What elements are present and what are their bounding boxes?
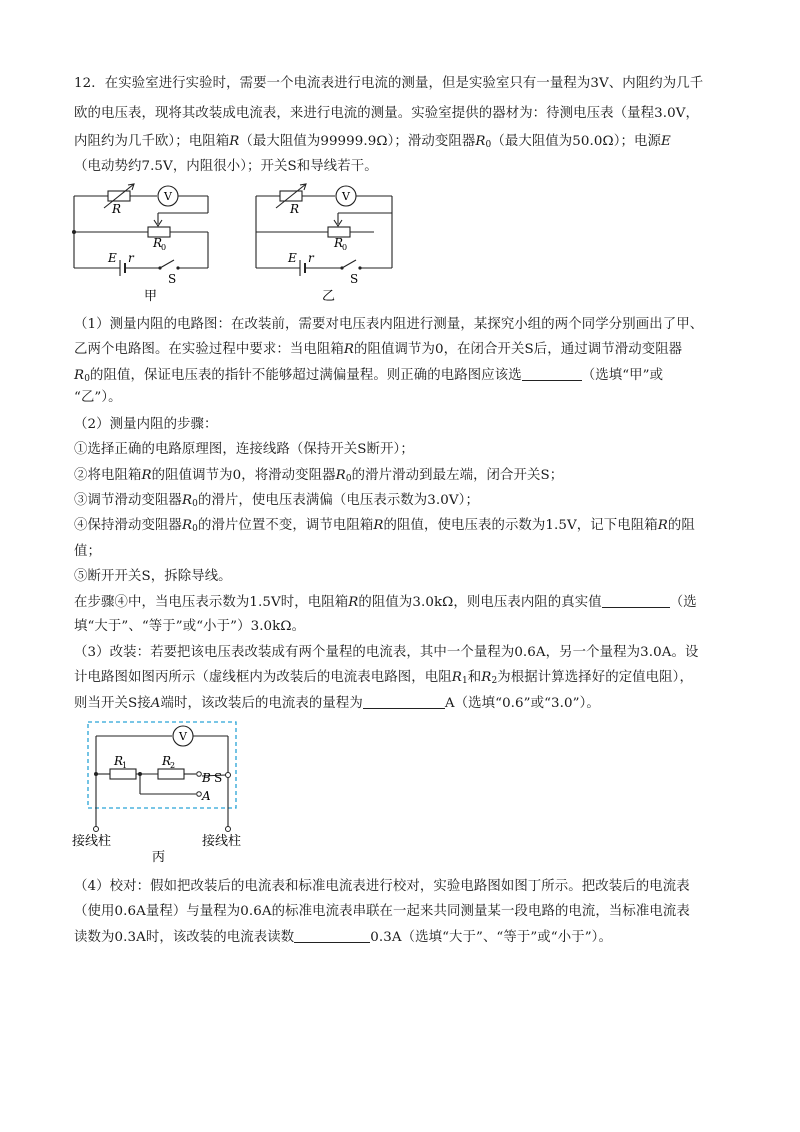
part3-line-1: （3）改装：若要把该电压表改装成有两个量程的电流表，其中一个量程为0.6A，另一个量程为3.0A。设 [74,645,699,660]
caption-jia: 甲 [144,289,158,304]
step-1: ①选择正确的电路原理图，连接线路（保持开关S断开）； [74,442,414,457]
label-B: B [202,771,211,785]
label-S-jia: S [168,272,177,286]
answer-blank-4[interactable] [294,928,370,943]
label-r-jia: r [128,251,134,265]
step-3: ③调节滑动变阻器$R_0$的滑片，使电压表满偏（电压表示数为3.0V）； [74,493,479,509]
intro-line-4: （电动势约7.5V，内阻很小）；开关S和导线若干。 [74,159,378,174]
answer-blank-2[interactable] [602,593,670,608]
intro-line-2: 欧的电压表，现将其改装成电流表，来进行电流的测量。实验室提供的器材为：待测电压表（量程3.0V， [74,106,699,121]
part3-line-3: 则当开关S接A端时，该改装后的电流表的量程为 A（选填“0.6”或“3.0”）。 [74,696,600,711]
step4-note-line-1: 在步骤④中，当电压表示数为1.5V时，电阻箱R的阻值为3.0kΩ，则电压表内阻的真实值 （选 [74,595,697,610]
voltmeter-label-yi: V [342,190,350,203]
part1-line-3: $R_0$的阻值，保证电压表的指针不能够超过满偏量程。则正确的电路图应该选 （选填“甲”或 [74,368,664,384]
label-S-yi: S [350,272,359,286]
step4-note-line-2: 填“大于”、“等于”或“小于”）3.0kΩ。 [74,619,306,634]
intro-line-1: 12．在实验室进行实验时，需要一个电流表进行电流的测量，但是实验室只有一量程为3V、内阻约为几千 [74,76,704,91]
step-4-cont: 值； [74,544,101,559]
label-R0-jia: R [153,236,163,250]
label-R1: R [114,754,124,768]
label-E-yi: E [288,251,297,265]
label-S-bing: S [214,771,223,785]
circuit-figure-yi [250,180,400,305]
part2-title: （2）测量内阻的步骤： [74,417,218,432]
terminal-right-label: 接线柱 [202,834,242,849]
label-E-jia: E [108,251,117,265]
terminal-left-label: 接线柱 [72,834,112,849]
label-R0-sub-jia: 0 [161,243,167,252]
circuit-figure-jia [68,180,218,305]
circuit-figure-bing [62,716,252,866]
label-R0-sub-yi: 0 [342,243,348,252]
part4-line-2: （使用0.6A量程）与量程为0.6A的标准电流表串联在一起来共同测量某一段电路的电流，当标准电流表 [74,904,690,919]
part4-line-1: （4）校对：假如把改装后的电流表和标准电流表进行校对，实验电路图如图丁所示。把改装后的电流表 [74,879,690,894]
part1-line-4: “乙”）。 [74,390,122,405]
label-R-jia: R [112,202,122,216]
intro-line-3: 内阻约为几千欧）；电阻箱R（最大阻值为99999.9Ω）；滑动变阻器$R_0$（最大阻值为50.0Ω）；电源E [74,134,671,150]
label-R-yi: R [290,202,300,216]
voltmeter-label-bing: V [179,730,187,743]
label-A: A [202,789,211,803]
answer-blank-1[interactable] [522,366,582,381]
part1-line-2: 乙两个电路图。在实验过程中要求：当电阻箱R的阻值调节为0，在闭合开关S后，通过调节滑动变阻器 [74,342,683,357]
caption-bing: 丙 [152,850,166,865]
step-2: ②将电阻箱R的阻值调节为0，将滑动变阻器$R_0$的滑片滑动到最左端，闭合开关S； [74,468,564,484]
part3-line-2: 计电路图如图丙所示（虚线框内为改装后的电流表电路图，电阻$R_1$和$R_2$为根据计算选择好的定值电阻）， [74,670,693,686]
step-4: ④保持滑动变阻器$R_0$的滑片位置不变，调节电阻箱R的阻值，使电压表的示数为1.5V，记下电阻箱R的阻 [74,518,695,534]
label-R0-yi: R [334,236,344,250]
caption-yi: 乙 [322,289,336,304]
part1-line-1: （1）测量内阻的电路图：在改装前，需要对电压表内阻进行测量，某探究小组的两个同学分别画出了甲、 [74,317,704,332]
label-R2: R [162,754,172,768]
part4-line-3: 读数为0.3A时，该改装的电流表读数 0.3A（选填“大于”、“等于”或“小于”）。 [74,930,612,945]
label-R1-sub: 1 [122,761,128,770]
answer-blank-3[interactable] [363,694,445,709]
step-5: ⑤断开开关S，拆除导线。 [74,569,232,584]
voltmeter-label-jia: V [164,190,172,203]
label-r-yi: r [308,251,314,265]
label-R2-sub: 2 [170,761,176,770]
